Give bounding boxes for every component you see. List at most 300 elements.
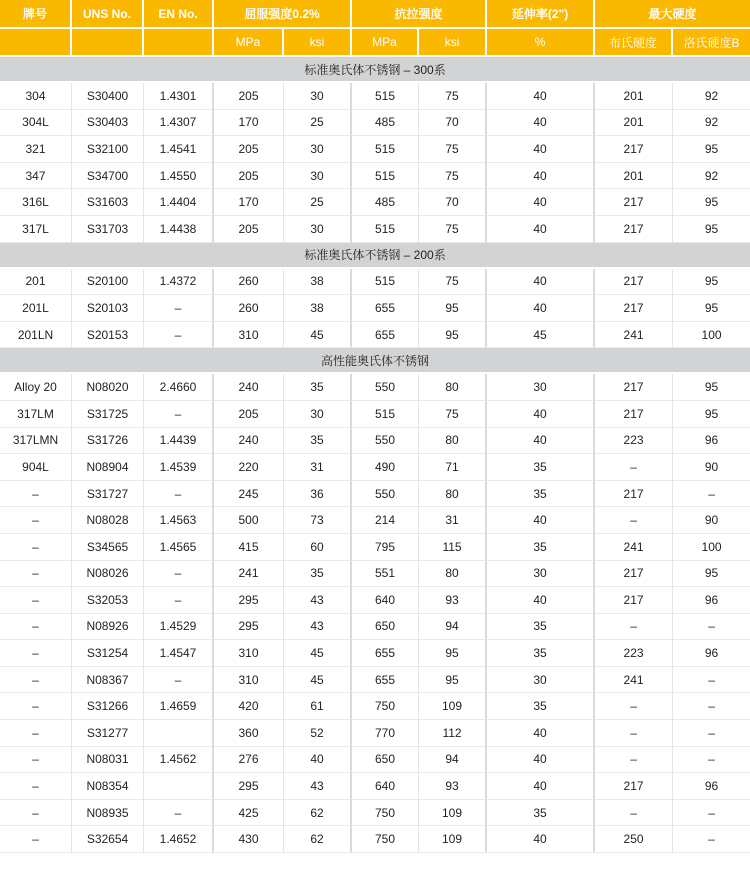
cell-yield-mpa: 241 (214, 561, 284, 588)
cell-brinell-hardness: – (595, 454, 673, 481)
cell-tensile-mpa: 485 (352, 189, 419, 216)
cell-grade: – (0, 800, 72, 827)
cell-tensile-mpa: 795 (352, 534, 419, 561)
table-row (0, 693, 750, 720)
cell-tensile-ksi: 75 (419, 269, 487, 296)
cell-yield-mpa: 295 (214, 773, 284, 800)
table-row (0, 322, 750, 349)
cell-brinell-hardness: – (595, 747, 673, 774)
cell-elongation: 35 (487, 481, 595, 508)
cell-uns-no: S31254 (72, 640, 144, 667)
cell-yield-mpa: 260 (214, 295, 284, 322)
cell-tensile-mpa: 214 (352, 507, 419, 534)
cell-tensile-mpa: 655 (352, 667, 419, 694)
cell-yield-ksi: 38 (284, 269, 352, 296)
cell-elongation: 30 (487, 561, 595, 588)
cell-tensile-ksi: 109 (419, 800, 487, 827)
cell-tensile-ksi: 75 (419, 216, 487, 243)
cell-uns-no: S31726 (72, 428, 144, 455)
cell-tensile-mpa: 551 (352, 561, 419, 588)
cell-yield-ksi: 52 (284, 720, 352, 747)
cell-grade: 904L (0, 454, 72, 481)
cell-en-no: 1.4539 (144, 454, 214, 481)
cell-yield-mpa: 500 (214, 507, 284, 534)
cell-yield-mpa: 245 (214, 481, 284, 508)
table-row (0, 428, 750, 455)
cell-tensile-mpa: 515 (352, 216, 419, 243)
cell-yield-ksi: 35 (284, 428, 352, 455)
unit-elongation: % (487, 29, 595, 57)
cell-en-no: – (144, 481, 214, 508)
cell-yield-mpa: 240 (214, 374, 284, 401)
cell-grade: 316L (0, 189, 72, 216)
table-row (0, 454, 750, 481)
table-row (0, 189, 750, 216)
cell-brinell-hardness: 201 (595, 110, 673, 137)
table-row (0, 110, 750, 137)
cell-tensile-ksi: 75 (419, 83, 487, 110)
cell-en-no: 1.4652 (144, 826, 214, 853)
cell-yield-ksi: 60 (284, 534, 352, 561)
cell-grade: 201 (0, 269, 72, 296)
cell-grade: – (0, 826, 72, 853)
cell-elongation: 35 (487, 693, 595, 720)
cell-elongation: 35 (487, 800, 595, 827)
cell-uns-no: S20153 (72, 322, 144, 349)
cell-yield-mpa: 420 (214, 693, 284, 720)
cell-en-no: – (144, 295, 214, 322)
cell-en-no: 1.4439 (144, 428, 214, 455)
cell-en-no: 1.4541 (144, 136, 214, 163)
cell-elongation: 40 (487, 269, 595, 296)
cell-tensile-mpa: 550 (352, 481, 419, 508)
unit-grade (0, 29, 72, 57)
cell-tensile-mpa: 650 (352, 747, 419, 774)
cell-uns-no: S34700 (72, 163, 144, 190)
cell-tensile-ksi: 93 (419, 587, 487, 614)
cell-brinell-hardness: – (595, 614, 673, 641)
cell-yield-ksi: 73 (284, 507, 352, 534)
cell-tensile-mpa: 750 (352, 693, 419, 720)
cell-en-no: 1.4307 (144, 110, 214, 137)
cell-rockwell-b-hardness: – (673, 747, 750, 774)
cell-rockwell-b-hardness: 96 (673, 428, 750, 455)
cell-elongation: 40 (487, 826, 595, 853)
cell-en-no: – (144, 667, 214, 694)
cell-grade: Alloy 20 (0, 374, 72, 401)
section-title: 标准奥氏体不锈钢 – 200系 (0, 243, 750, 269)
table-row (0, 534, 750, 561)
cell-yield-ksi: 35 (284, 561, 352, 588)
cell-brinell-hardness: 217 (595, 216, 673, 243)
cell-brinell-hardness: – (595, 720, 673, 747)
unit-tensile-mpa: MPa (352, 29, 419, 57)
cell-uns-no: S31727 (72, 481, 144, 508)
cell-yield-ksi: 30 (284, 83, 352, 110)
cell-rockwell-b-hardness: – (673, 800, 750, 827)
cell-grade: – (0, 561, 72, 588)
cell-en-no: – (144, 561, 214, 588)
cell-grade: 317L (0, 216, 72, 243)
cell-brinell-hardness: 217 (595, 481, 673, 508)
cell-yield-ksi: 35 (284, 374, 352, 401)
cell-tensile-mpa: 655 (352, 322, 419, 349)
unit-brinell: 布氏硬度 (595, 29, 673, 57)
cell-yield-ksi: 45 (284, 322, 352, 349)
cell-yield-ksi: 45 (284, 640, 352, 667)
cell-rockwell-b-hardness: 96 (673, 640, 750, 667)
cell-yield-mpa: 220 (214, 454, 284, 481)
cell-yield-mpa: 310 (214, 667, 284, 694)
cell-en-no: 1.4550 (144, 163, 214, 190)
cell-tensile-ksi: 75 (419, 136, 487, 163)
cell-yield-mpa: 170 (214, 110, 284, 137)
cell-tensile-mpa: 490 (352, 454, 419, 481)
cell-en-no: – (144, 587, 214, 614)
cell-elongation: 40 (487, 428, 595, 455)
unit-uns (72, 29, 144, 57)
cell-tensile-mpa: 640 (352, 773, 419, 800)
cell-brinell-hardness: 217 (595, 269, 673, 296)
cell-rockwell-b-hardness: 95 (673, 216, 750, 243)
cell-brinell-hardness: 217 (595, 136, 673, 163)
table-row (0, 401, 750, 428)
cell-uns-no: S20100 (72, 269, 144, 296)
cell-brinell-hardness: 241 (595, 322, 673, 349)
cell-yield-mpa: 295 (214, 614, 284, 641)
cell-tensile-mpa: 515 (352, 83, 419, 110)
cell-yield-mpa: 295 (214, 587, 284, 614)
cell-elongation: 40 (487, 163, 595, 190)
cell-uns-no: S31603 (72, 189, 144, 216)
table-header (0, 0, 750, 57)
cell-yield-ksi: 43 (284, 773, 352, 800)
cell-rockwell-b-hardness: 100 (673, 322, 750, 349)
cell-yield-mpa: 205 (214, 401, 284, 428)
cell-elongation: 40 (487, 189, 595, 216)
cell-elongation: 40 (487, 401, 595, 428)
cell-elongation: 45 (487, 322, 595, 349)
cell-grade: 321 (0, 136, 72, 163)
cell-yield-mpa: 425 (214, 800, 284, 827)
cell-en-no: 1.4563 (144, 507, 214, 534)
cell-uns-no: S30403 (72, 110, 144, 137)
col-header-uns: UNS No. (72, 0, 144, 29)
cell-grade: 201L (0, 295, 72, 322)
col-header-tensile-strength: 抗拉强度 (352, 0, 487, 29)
table-row (0, 773, 750, 800)
cell-rockwell-b-hardness: – (673, 481, 750, 508)
cell-tensile-ksi: 109 (419, 826, 487, 853)
cell-yield-mpa: 415 (214, 534, 284, 561)
table-row (0, 269, 750, 296)
unit-yield-ksi: ksi (284, 29, 352, 57)
cell-en-no: 1.4438 (144, 216, 214, 243)
cell-uns-no: S30400 (72, 83, 144, 110)
cell-tensile-ksi: 95 (419, 667, 487, 694)
table-row (0, 667, 750, 694)
cell-yield-mpa: 310 (214, 640, 284, 667)
cell-elongation: 30 (487, 374, 595, 401)
table-row (0, 826, 750, 853)
cell-uns-no: S31703 (72, 216, 144, 243)
cell-yield-ksi: 25 (284, 110, 352, 137)
cell-tensile-ksi: 31 (419, 507, 487, 534)
cell-yield-mpa: 205 (214, 216, 284, 243)
cell-brinell-hardness: 217 (595, 374, 673, 401)
cell-yield-ksi: 43 (284, 614, 352, 641)
cell-rockwell-b-hardness: 100 (673, 534, 750, 561)
cell-rockwell-b-hardness: 95 (673, 269, 750, 296)
section-title: 高性能奥氏体不锈钢 (0, 348, 750, 374)
table-row (0, 295, 750, 322)
cell-grade: – (0, 667, 72, 694)
cell-grade: 347 (0, 163, 72, 190)
col-header-grade: 牌号 (0, 0, 72, 29)
cell-uns-no: S31266 (72, 693, 144, 720)
cell-tensile-ksi: 80 (419, 428, 487, 455)
table-row (0, 136, 750, 163)
cell-yield-mpa: 310 (214, 322, 284, 349)
cell-yield-ksi: 31 (284, 454, 352, 481)
cell-elongation: 40 (487, 507, 595, 534)
cell-yield-mpa: 205 (214, 83, 284, 110)
table-row (0, 640, 750, 667)
cell-tensile-ksi: 70 (419, 110, 487, 137)
col-header-elongation: 延伸率(2") (487, 0, 595, 29)
cell-uns-no: N08020 (72, 374, 144, 401)
cell-tensile-ksi: 75 (419, 401, 487, 428)
cell-tensile-ksi: 93 (419, 773, 487, 800)
cell-en-no: 1.4659 (144, 693, 214, 720)
table-row (0, 614, 750, 641)
section-header (0, 57, 750, 83)
cell-grade: – (0, 614, 72, 641)
cell-yield-ksi: 62 (284, 800, 352, 827)
cell-brinell-hardness: 217 (595, 295, 673, 322)
cell-yield-mpa: 260 (214, 269, 284, 296)
table-row (0, 561, 750, 588)
cell-rockwell-b-hardness: 90 (673, 454, 750, 481)
cell-uns-no: N08926 (72, 614, 144, 641)
cell-tensile-mpa: 770 (352, 720, 419, 747)
cell-uns-no: N08354 (72, 773, 144, 800)
cell-tensile-mpa: 515 (352, 269, 419, 296)
cell-uns-no: N08935 (72, 800, 144, 827)
cell-rockwell-b-hardness: 92 (673, 163, 750, 190)
cell-uns-no: N08904 (72, 454, 144, 481)
unit-rockwell-b: 洛氏硬度B (673, 29, 750, 57)
cell-yield-mpa: 205 (214, 136, 284, 163)
cell-tensile-mpa: 750 (352, 800, 419, 827)
cell-tensile-ksi: 80 (419, 374, 487, 401)
cell-yield-ksi: 30 (284, 136, 352, 163)
cell-rockwell-b-hardness: – (673, 720, 750, 747)
cell-rockwell-b-hardness: 95 (673, 189, 750, 216)
cell-elongation: 30 (487, 667, 595, 694)
cell-yield-ksi: 43 (284, 587, 352, 614)
cell-tensile-ksi: 70 (419, 189, 487, 216)
cell-brinell-hardness: 250 (595, 826, 673, 853)
cell-rockwell-b-hardness: 90 (673, 507, 750, 534)
table-row (0, 800, 750, 827)
cell-en-no: – (144, 322, 214, 349)
cell-grade: – (0, 693, 72, 720)
cell-yield-ksi: 25 (284, 189, 352, 216)
cell-en-no: 1.4301 (144, 83, 214, 110)
cell-grade: – (0, 747, 72, 774)
cell-rockwell-b-hardness: 92 (673, 83, 750, 110)
cell-tensile-mpa: 485 (352, 110, 419, 137)
cell-brinell-hardness: – (595, 693, 673, 720)
cell-tensile-ksi: 80 (419, 561, 487, 588)
cell-yield-mpa: 240 (214, 428, 284, 455)
cell-en-no: 1.4565 (144, 534, 214, 561)
cell-rockwell-b-hardness: 96 (673, 587, 750, 614)
cell-rockwell-b-hardness: – (673, 826, 750, 853)
cell-rockwell-b-hardness: 95 (673, 136, 750, 163)
cell-rockwell-b-hardness: 95 (673, 561, 750, 588)
section-header (0, 243, 750, 269)
cell-rockwell-b-hardness: 95 (673, 401, 750, 428)
cell-tensile-ksi: 112 (419, 720, 487, 747)
cell-grade: – (0, 720, 72, 747)
cell-elongation: 40 (487, 587, 595, 614)
cell-grade: 201LN (0, 322, 72, 349)
cell-tensile-mpa: 550 (352, 374, 419, 401)
cell-en-no: – (144, 401, 214, 428)
cell-brinell-hardness: 201 (595, 83, 673, 110)
cell-tensile-mpa: 515 (352, 136, 419, 163)
cell-en-no: 1.4372 (144, 269, 214, 296)
cell-tensile-ksi: 71 (419, 454, 487, 481)
cell-en-no: – (144, 800, 214, 827)
cell-yield-mpa: 276 (214, 747, 284, 774)
cell-rockwell-b-hardness: 95 (673, 295, 750, 322)
table-row (0, 216, 750, 243)
cell-elongation: 40 (487, 110, 595, 137)
unit-tensile-ksi: ksi (419, 29, 487, 57)
cell-uns-no: S32100 (72, 136, 144, 163)
cell-tensile-mpa: 750 (352, 826, 419, 853)
table-row (0, 587, 750, 614)
cell-en-no: 1.4404 (144, 189, 214, 216)
unit-header-row (0, 29, 750, 57)
cell-grade: 304L (0, 110, 72, 137)
cell-yield-ksi: 30 (284, 216, 352, 243)
unit-en (144, 29, 214, 57)
cell-tensile-ksi: 75 (419, 163, 487, 190)
col-header-max-hardness: 最大硬度 (595, 0, 750, 29)
cell-brinell-hardness: 217 (595, 587, 673, 614)
cell-grade: – (0, 534, 72, 561)
cell-uns-no: N08367 (72, 667, 144, 694)
cell-yield-ksi: 45 (284, 667, 352, 694)
section-header (0, 348, 750, 374)
cell-brinell-hardness: 201 (595, 163, 673, 190)
cell-grade: 317LM (0, 401, 72, 428)
cell-tensile-ksi: 95 (419, 640, 487, 667)
cell-brinell-hardness: 217 (595, 773, 673, 800)
cell-uns-no: S20103 (72, 295, 144, 322)
cell-en-no (144, 773, 214, 800)
table-row (0, 507, 750, 534)
col-header-en: EN No. (144, 0, 214, 29)
cell-elongation: 35 (487, 640, 595, 667)
cell-uns-no: N08028 (72, 507, 144, 534)
table-row (0, 720, 750, 747)
cell-elongation: 40 (487, 773, 595, 800)
cell-grade: – (0, 587, 72, 614)
cell-tensile-ksi: 95 (419, 295, 487, 322)
cell-elongation: 35 (487, 614, 595, 641)
cell-yield-ksi: 40 (284, 747, 352, 774)
cell-tensile-mpa: 515 (352, 401, 419, 428)
cell-tensile-ksi: 115 (419, 534, 487, 561)
cell-uns-no: S32053 (72, 587, 144, 614)
cell-rockwell-b-hardness: 95 (673, 374, 750, 401)
cell-en-no: 1.4529 (144, 614, 214, 641)
cell-yield-ksi: 30 (284, 401, 352, 428)
cell-brinell-hardness: 223 (595, 428, 673, 455)
cell-uns-no: S32654 (72, 826, 144, 853)
cell-brinell-hardness: 217 (595, 189, 673, 216)
cell-elongation: 40 (487, 216, 595, 243)
cell-grade: – (0, 773, 72, 800)
table-row (0, 747, 750, 774)
cell-grade: – (0, 640, 72, 667)
cell-tensile-mpa: 650 (352, 614, 419, 641)
cell-brinell-hardness: 217 (595, 401, 673, 428)
cell-tensile-ksi: 80 (419, 481, 487, 508)
cell-tensile-ksi: 95 (419, 322, 487, 349)
cell-elongation: 40 (487, 295, 595, 322)
cell-tensile-mpa: 550 (352, 428, 419, 455)
cell-rockwell-b-hardness: – (673, 693, 750, 720)
cell-en-no (144, 720, 214, 747)
table-row (0, 83, 750, 110)
cell-rockwell-b-hardness: – (673, 614, 750, 641)
cell-uns-no: S31277 (72, 720, 144, 747)
cell-yield-ksi: 30 (284, 163, 352, 190)
table-row (0, 163, 750, 190)
cell-tensile-ksi: 94 (419, 747, 487, 774)
cell-brinell-hardness: 223 (595, 640, 673, 667)
cell-uns-no: S31725 (72, 401, 144, 428)
cell-yield-mpa: 170 (214, 189, 284, 216)
cell-brinell-hardness: – (595, 800, 673, 827)
cell-yield-ksi: 62 (284, 826, 352, 853)
cell-elongation: 40 (487, 720, 595, 747)
cell-tensile-mpa: 640 (352, 587, 419, 614)
cell-en-no: 1.4547 (144, 640, 214, 667)
cell-tensile-mpa: 655 (352, 295, 419, 322)
cell-yield-ksi: 38 (284, 295, 352, 322)
cell-yield-mpa: 360 (214, 720, 284, 747)
cell-yield-mpa: 205 (214, 163, 284, 190)
table-row (0, 374, 750, 401)
table-row (0, 481, 750, 508)
cell-elongation: 40 (487, 136, 595, 163)
cell-grade: 317LMN (0, 428, 72, 455)
cell-tensile-ksi: 94 (419, 614, 487, 641)
cell-yield-mpa: 430 (214, 826, 284, 853)
cell-en-no: 2.4660 (144, 374, 214, 401)
cell-uns-no: N08026 (72, 561, 144, 588)
cell-elongation: 35 (487, 534, 595, 561)
cell-rockwell-b-hardness: – (673, 667, 750, 694)
cell-rockwell-b-hardness: 96 (673, 773, 750, 800)
